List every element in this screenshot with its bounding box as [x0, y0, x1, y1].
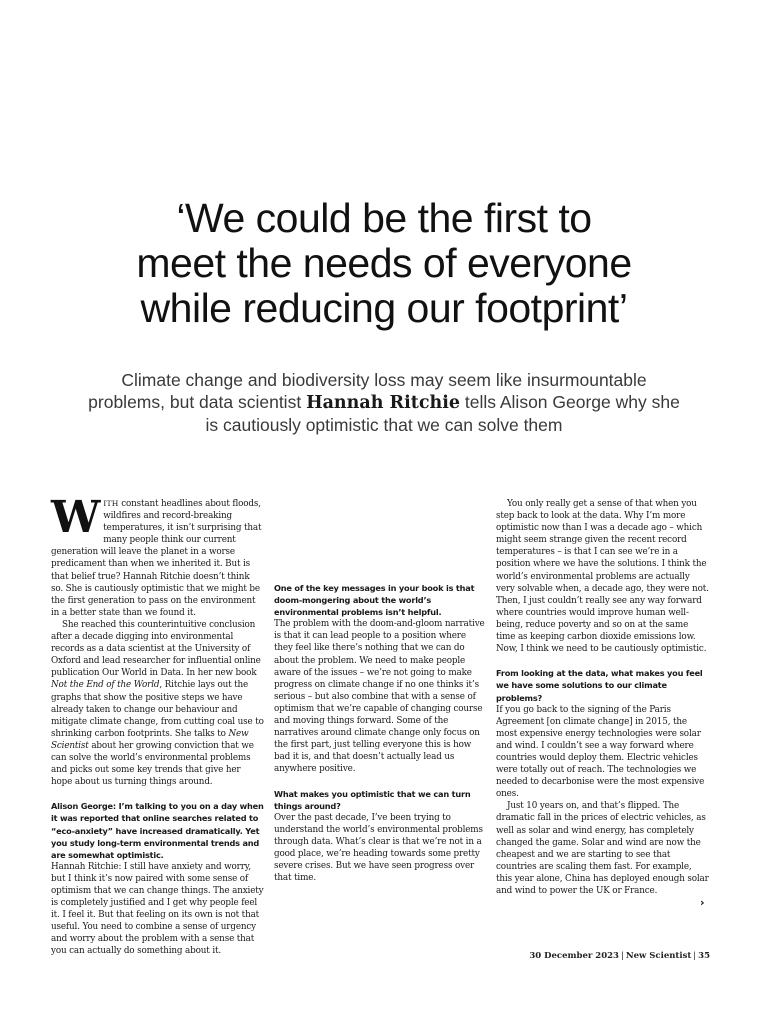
standfirst: [84, 369, 684, 436]
interview-answer: You only really get a sense of that when you step back to look at the data. Why I’m more optimistic now than I was a decade ago – which might seem strange given the recent record temperatures – is that I can see we’re in a position where we have the solutions. I think the world’s environmental problems are actually very solvable when, a decade ago, they were not. Then, I just couldn’t really see any way forward where countries would improve human well-being, reduce poverty and so on at the same time as keeping carbon dioxide emissions low. Now, I think we need to be cautiously optimistic.: [496, 499, 709, 655]
body-paragraph: [51, 619, 264, 788]
headline-line-2: meet the needs of everyone: [136, 240, 632, 286]
page-number: 35: [698, 951, 710, 961]
headline-line-1: ‘We could be the first to: [176, 195, 592, 241]
interview-answer: If you go back to the signing of the Paris Agreement [on climate change] in 2015, the most expensive energy technologies were solar and wind. I couldn’t see a way forward where countries would deploy them. Electric vehicles were totally out of reach. The technologies we needed to decarbonise were the most expensive ones.: [496, 704, 705, 800]
magazine-title: New Scientist: [625, 951, 692, 961]
article-column-3: [496, 498, 709, 913]
interview-question: What makes you optimistic that we can turn things around?: [274, 788, 471, 811]
intro-text: constant headlines about floods, wildfires and record-breaking temperatures, it isn’t surprising that many people think our current generation will leave the planet in a worse predicament than when we inherited it. But is that belief true? Hannah Ritchie doesn’t think so. She is cautiously optimistic that we might be the first generation to pass on the environment in a better state than we found it.: [51, 499, 262, 618]
interview-answer: Over the past decade, I’ve been trying to understand the world’s environmental problems through data. What’s clear is that we’re not in a good place, we’re heading towards some pretty severe crises. But we have seen progress over that time.: [274, 812, 483, 884]
interviewee-name: Hannah Ritchie: [306, 393, 460, 413]
body-text: , Ritchie lays out the graphs that show the positive steps we have already taken to change our behaviour and mitigate climate change, from cutting coal use to shrinking carbon footprints. She talks to: [51, 680, 264, 739]
interview-question: One of the key messages in your book is that doom-mongering about the world’s environmental problems isn’t helpful.: [274, 583, 475, 618]
article-column-1: [51, 492, 264, 957]
headline: [60, 196, 708, 331]
issue-date: 30 December 2023: [529, 951, 619, 961]
body-text: She reached this counterintuitive conclusion after a decade digging into environmental records as a data scientist at the University of Oxford and lead researcher for influential online publication Our World in Data. In her new book: [51, 619, 261, 679]
lead-caps: ITH: [103, 499, 119, 508]
interview-question: From looking at the data, what makes you feel we have some solutions to our climate problems?: [496, 668, 703, 703]
interview-answer: Just 10 years on, and that’s flipped. The dramatic fall in the prices of electric vehicles, as well as solar and wind energy, has completely changed the game. Solar and wind are now the cheapest and we are starting to see that countries are scaling them fast. For example, this year alone, China has deployed enough solar and wind to power the UK or France.: [496, 801, 709, 896]
intro-paragraph: [51, 492, 264, 619]
headline-line-3: while reducing our footprint’: [140, 285, 628, 331]
page-footer: 30 December 2023 | New Scientist | 35: [529, 951, 710, 961]
standfirst-outro: tells Alison George why she is cautiously optimistic that we can solve them: [205, 392, 680, 435]
book-title: Not the End of the World: [51, 680, 160, 691]
interview-answer: Hannah Ritchie: I still have anxiety and worry, but I think it’s now paired with some sense of optimism that we can change things. The anxiety is completely justified and I get why people feel it. I feel it. But that feeling on its own is not that useful. You need to combine a sense of urgency and worry about the problem with a sense that you can actually do something about it.: [51, 861, 264, 957]
interview-answer: The problem with the doom-and-gloom narrative is that it can lead people to a position where they feel like there’s nothing that we can do about the problem. We need to make people aware of the issues – we’re not going to make progress on climate change if no one thinks it’s serious – but also combine that with a sense of optimism that we’re capable of changing course and moving things forward. Some of the narratives around climate change only focus on the first part, just telling everyone this is how bad it is, and that doesn’t actually lead us anywhere positive.: [274, 619, 485, 775]
interview-question: Alison George: I’m talking to you on a day when it was reported that online searches related to “eco-anxiety” have increased dramatically. Yet you study long-term environmental trends and are somewhat optimistic.: [51, 801, 264, 860]
article-column-2b: [274, 498, 487, 913]
continue-arrow-icon: ›: [700, 896, 705, 909]
standfirst-intro: Climate change and biodiversity loss may seem like insurmountable problems, but data scientist: [88, 370, 647, 412]
magazine-name: New Scientist: [51, 728, 249, 751]
body-text: about her growing conviction that we can solve the world’s environmental problems and picks out some key trends that give her hope about us turning things around.: [51, 740, 254, 788]
drop-cap: W: [51, 492, 101, 543]
